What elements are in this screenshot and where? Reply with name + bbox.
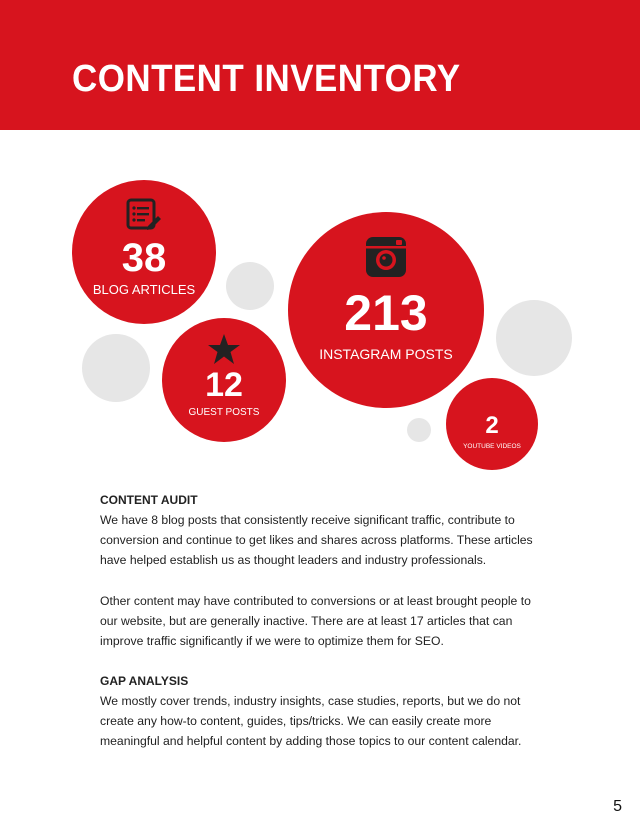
stat-bubble-instagram-posts — [288, 212, 484, 408]
decor-bubble — [496, 300, 572, 376]
stat-bubble-guest-posts — [162, 318, 286, 442]
gap-analysis-section — [100, 671, 540, 752]
paragraph: Other content may have contributed to conversions or at least brought people to our website, but are generally inactive. There are at least 17 articles that can improve traffic significantly if we were to optimize them for SEO. — [100, 593, 531, 649]
stat-bubble-blog-articles — [72, 180, 216, 324]
stat-label: YOUTUBE VIDEOS — [463, 443, 521, 450]
section-heading: CONTENT AUDIT — [100, 493, 198, 507]
star-icon — [208, 334, 240, 364]
stat-value: 2 — [485, 412, 499, 439]
paragraph: We mostly cover trends, industry insights, case studies, reports, but we do not create any how-to content, guides, tips/tricks. We can easily create more meaningful and helpful content by adding those topics to our content calendar. — [100, 694, 522, 749]
decor-bubble — [407, 418, 431, 442]
section-heading: GAP ANALYSIS — [100, 674, 189, 688]
instagram-icon — [365, 236, 407, 278]
page-number: 5 — [613, 798, 622, 815]
stat-label: BLOG ARTICLES — [92, 282, 196, 297]
page-title: CONTENT INVENTORY — [72, 58, 461, 100]
stat-label: GUEST POSTS — [188, 407, 260, 418]
stat-value: 12 — [205, 366, 243, 404]
stat-value: 38 — [121, 236, 167, 280]
paragraph: We have 8 blog posts that consistently receive significant traffic, contribute to conversion and continue to get likes and shares across platforms. These articles have helped establish us as thought leaders and industry professionals. — [100, 513, 533, 568]
blog-list-icon — [126, 198, 162, 232]
stat-bubble-youtube-videos — [446, 378, 538, 470]
decor-bubble — [226, 262, 274, 310]
decor-bubble — [82, 334, 150, 402]
stat-label: INSTAGRAM POSTS — [319, 346, 453, 362]
content-audit-section — [100, 490, 540, 651]
stat-value: 213 — [344, 285, 428, 341]
header-banner — [0, 0, 640, 130]
